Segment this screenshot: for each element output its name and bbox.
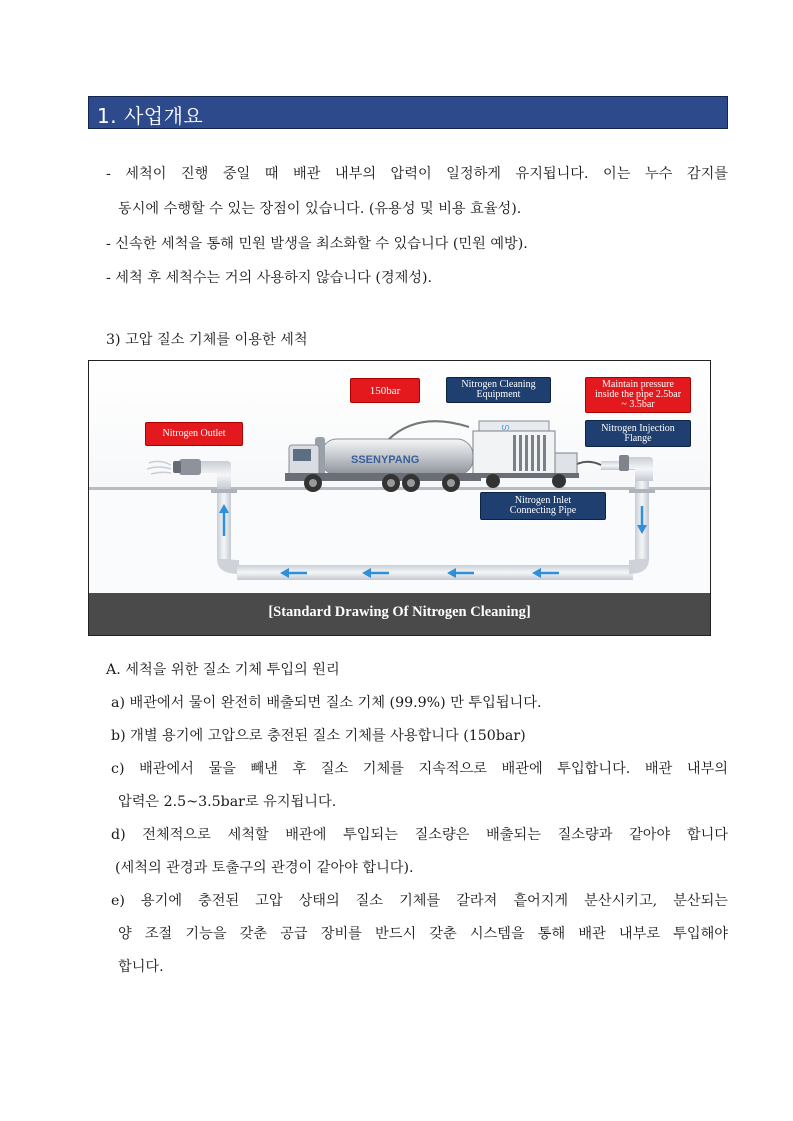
section-title-bar [88,96,728,129]
principle-line-c1: c) 배관에서 물을 빼낸 후 질소 기체를 지속적으로 배관에 투입합니다. 배관 내부의 [111,761,728,777]
bullet-line-4: - 세척 후 세척수는 거의 사용하지 않습니다 (경제성). [106,270,433,286]
bullet-line-2: 동시에 수행할 수 있는 장점이 있습니다. (유용성 및 비용 효율성). [118,201,522,217]
figure-caption: [Standard Drawing Of Nitrogen Cleaning] [268,604,531,620]
label-outlet: Nitrogen Outlet [145,422,243,446]
principle-line-e1: e) 용기에 충전된 고압 상태의 질소 기체를 갈라져 흩어지게 분산시키고, 분산되는 [111,893,728,909]
section-title: 1. 사업개요 [97,104,204,128]
principle-line-c2: 압력은 2.5~3.5bar로 유지됩니다. [118,794,337,810]
principle-line-d2: (세척의 관경과 토출구의 관경이 같아야 합니다). [115,860,414,876]
principle-line-a: a) 배관에서 물이 완전히 배출되면 질소 기체 (99.9%) 만 투입됩니다. [111,695,542,711]
principle-line-e3: 합니다. [118,959,164,975]
bullet-line-1: - 세척이 진행 중일 때 배관 내부의 압력이 일정하게 유지됩니다. 이는 누수 감지를 [106,166,728,182]
figure-caption-bar [89,593,710,635]
subheading: 3) 고압 질소 기체를 이용한 세척 [106,332,308,348]
ground-line [89,487,710,490]
label-equipment: Nitrogen Cleaning Equipment [446,377,551,403]
principles-heading: A. 세척을 위한 질소 기체 투입의 원리 [106,662,340,678]
principle-line-e2: 양 조절 기능을 갖춘 공급 장비를 반드시 갖춘 시스템을 통해 배관 내부로 투입해야 [118,926,728,942]
principle-line-b: b) 개별 용기에 고압으로 충전된 질소 기체를 사용합니다 (150bar) [111,728,526,744]
principle-line-d1: d) 전체적으로 세척할 배관에 투입되는 질소량은 배출되는 질소량과 같아야 합니다 [111,827,728,843]
label-injection-flange: Nitrogen Injection Flange [585,420,691,447]
equipment-logo-mark: ഗ [501,423,510,433]
nitrogen-cleaning-figure [88,360,711,636]
label-inlet-pipe: Nitrogen Inlet Connecting Pipe [480,492,606,520]
bullet-line-3: - 신속한 세척을 통해 민원 발생을 최소화할 수 있습니다 (민원 예방). [106,236,528,252]
truck-brand-text: SSENYPANG [351,454,420,466]
label-maintain-pressure: Maintain pressure inside the pipe 2.5bar ~ 3.5bar [585,377,691,413]
label-pressure: 150bar [350,378,420,403]
